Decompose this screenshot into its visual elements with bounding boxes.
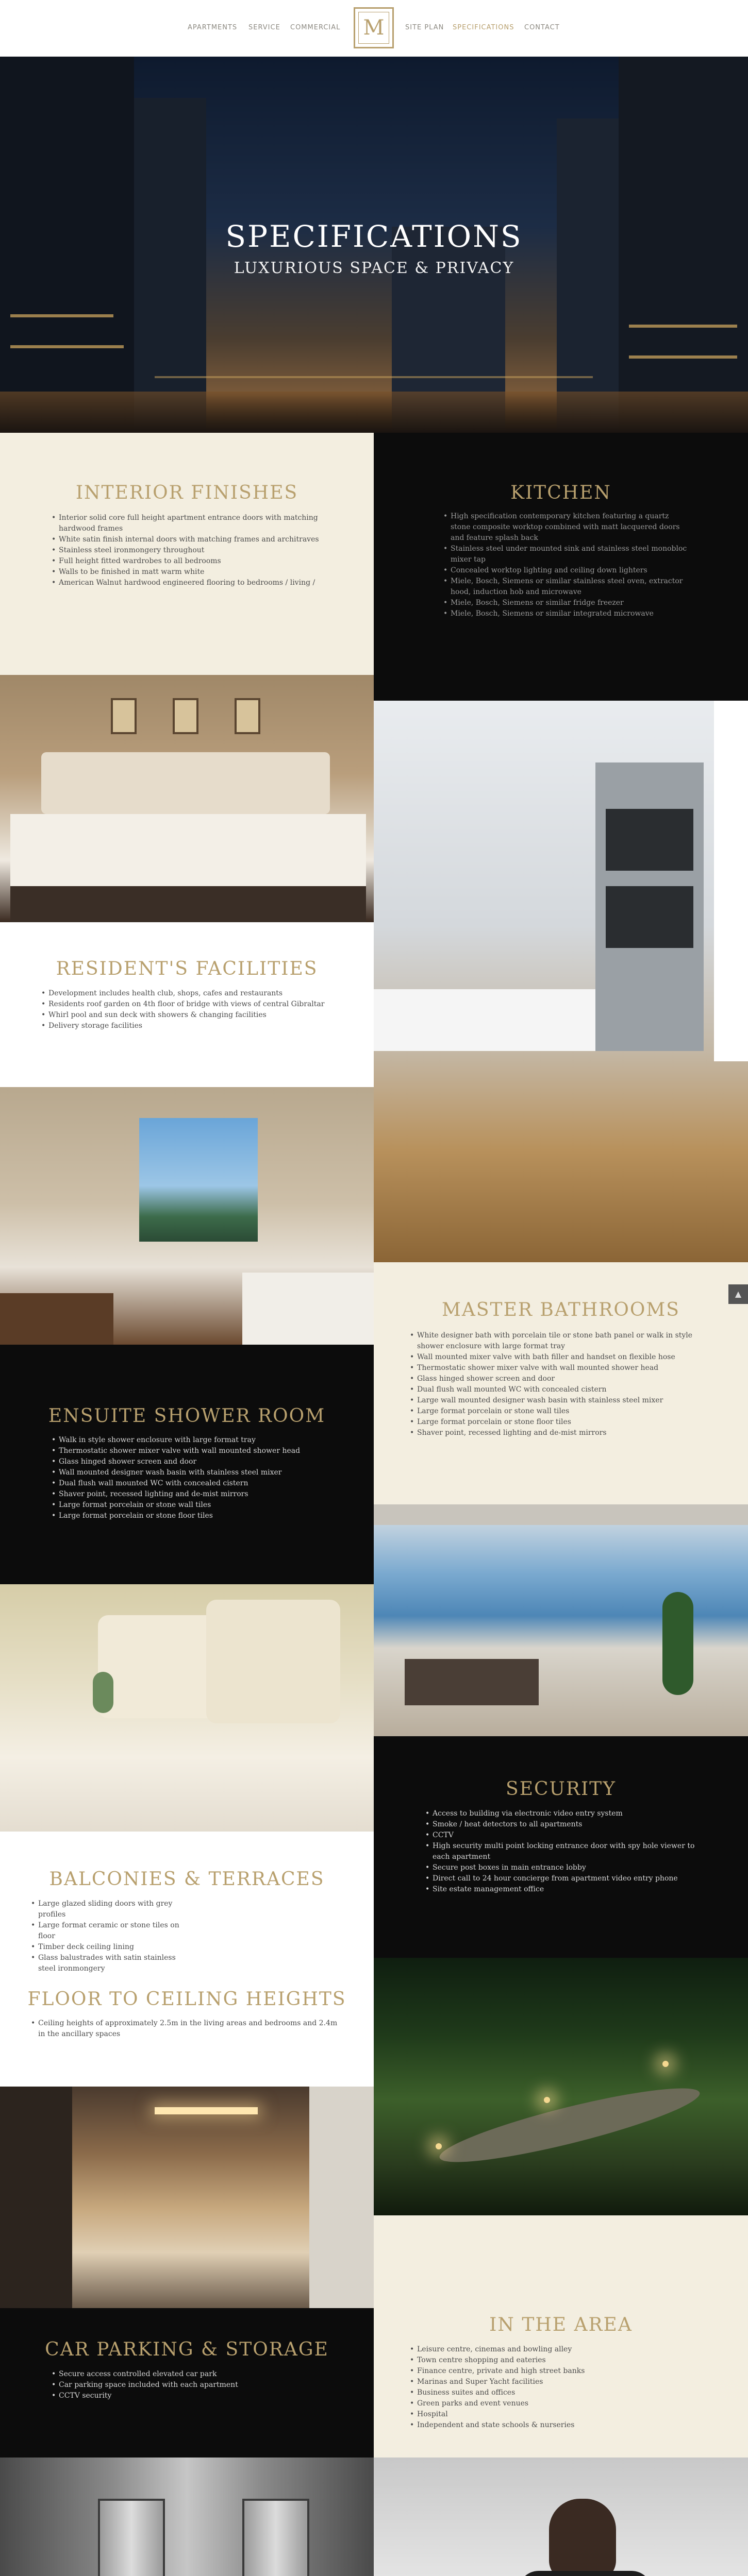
list-item: • Walls to be finished in matt warm white xyxy=(52,567,330,578)
list-item: • High security multi point locking entrance door with spy hole viewer to each apartment xyxy=(425,1841,699,1862)
area-list xyxy=(410,2344,699,2431)
facilities-section xyxy=(0,922,374,1087)
list-item: • Direct call to 24 hour concierge from apartment video entry phone xyxy=(425,1873,699,1884)
list-item: • CCTV xyxy=(425,1830,699,1841)
wall-art xyxy=(235,698,260,734)
kitchen-section xyxy=(374,433,748,701)
list-item: • Shaver point, recessed lighting and de-mist mirrors xyxy=(410,1428,714,1438)
bed-base xyxy=(10,886,366,922)
list-item: • Development includes health club, shops, cafes and restaurants xyxy=(41,988,340,999)
garden-path xyxy=(435,2075,704,2175)
kitchen-list xyxy=(443,511,691,619)
list-item: • Town centre shopping and eateries xyxy=(410,2355,699,2366)
ceiling-heights-list xyxy=(31,2018,345,2040)
hero-lights xyxy=(10,345,124,348)
oven xyxy=(606,809,693,871)
kitchen-photo xyxy=(374,701,748,1262)
bed xyxy=(10,814,366,886)
garden-light xyxy=(436,2143,442,2149)
list-item: • Miele, Bosch, Siemens or similar stainless steel oven, extractor hood, induction hob and microwave xyxy=(443,576,691,598)
list-item: • Glass hinged shower screen and door xyxy=(52,1456,330,1467)
list-item: • Walk in style shower enclosure with large format tray xyxy=(52,1435,330,1446)
logo-letter: M xyxy=(358,12,389,44)
hero-subtitle: LUXURIOUS SPACE & PRIVACY xyxy=(234,259,514,277)
list-item: • Leisure centre, cinemas and bowling alley xyxy=(410,2344,699,2355)
list-item: • Smoke / heat detectors to all apartments xyxy=(425,1819,699,1830)
lift-door xyxy=(98,2499,165,2576)
plant xyxy=(662,1592,693,1695)
scroll-top-button[interactable]: ▲ xyxy=(728,1284,748,1304)
list-item: • Large format porcelain or stone floor tiles xyxy=(52,1511,330,1521)
list-item: • Miele, Bosch, Siemens or similar fridge freezer xyxy=(443,598,691,608)
balconies-list xyxy=(31,1899,186,1974)
list-item: • White designer bath with porcelain tile or stone bath panel or walk in style shower enclosure with large format tray xyxy=(410,1330,714,1352)
area-section xyxy=(374,2215,748,2458)
kitchen-title: KITCHEN xyxy=(510,482,611,503)
list-item: • Secure post boxes in main entrance lobby xyxy=(425,1862,699,1873)
nav-service[interactable]: SERVICE xyxy=(248,24,280,31)
list-item: • Concealed worktop lighting and ceiling down lighters xyxy=(443,565,691,576)
ceiling-heights-title: FLOOR TO CEILING HEIGHTS xyxy=(27,1989,346,2010)
hero-banner xyxy=(0,57,748,433)
parking-title: CAR PARKING & STORAGE xyxy=(45,2339,329,2360)
master-bathrooms-title: MASTER BATHROOMS xyxy=(442,1299,680,1320)
list-item: • Hospital xyxy=(410,2409,699,2420)
list-item: • Interior solid core full height apartment entrance doors with matching hardwood frames xyxy=(52,513,330,534)
balconies-section xyxy=(0,1832,374,2087)
nav-site-plan[interactable]: SITE PLAN xyxy=(405,24,444,31)
living-room-photo xyxy=(374,1504,748,1736)
lobby-wall xyxy=(0,2087,72,2308)
lobby-column xyxy=(309,2087,374,2308)
list-item: • White satin finish internal doors with matching frames and architraves xyxy=(52,534,330,545)
headboard xyxy=(41,752,330,814)
list-item: • Full height fitted wardrobes to all bedrooms xyxy=(52,556,330,567)
list-item: • Site estate management office xyxy=(425,1884,699,1895)
list-item: • Thermostatic shower mixer valve with wall mounted shower head xyxy=(410,1363,714,1374)
facilities-list xyxy=(41,988,340,1031)
site-header xyxy=(0,0,748,57)
person-body xyxy=(518,2571,652,2576)
wall-art xyxy=(111,698,137,734)
pillows-photo xyxy=(0,1584,374,1832)
bed xyxy=(242,1273,374,1345)
interior-finishes-title: INTERIOR FINISHES xyxy=(75,482,298,503)
list-item: • Independent and state schools & nurseries xyxy=(410,2420,699,2431)
parking-section xyxy=(0,2308,374,2458)
list-item: • Large glazed sliding doors with grey profiles xyxy=(31,1899,186,1920)
list-item: • Car parking space included with each apartment xyxy=(52,2380,330,2391)
list-item: • Large format porcelain or stone floor tiles xyxy=(410,1417,714,1428)
counter xyxy=(374,989,595,1051)
list-item: • Delivery storage facilities xyxy=(41,1021,340,1031)
nav-commercial[interactable]: COMMERCIAL xyxy=(290,24,341,31)
garden-photo xyxy=(374,1958,748,2215)
apartment-photo xyxy=(0,1087,374,1345)
interior-finishes-section xyxy=(0,433,374,675)
list-item: • American Walnut hardwood engineered flooring to bedrooms / living / xyxy=(52,578,330,588)
nav-apartments[interactable]: APARTMENTS xyxy=(188,24,238,31)
cabinet xyxy=(714,701,748,1061)
hero-street xyxy=(0,392,748,433)
interior-finishes-list xyxy=(52,513,330,588)
ceiling xyxy=(374,1504,748,1525)
list-item: • Whirl pool and sun deck with showers & changing facilities xyxy=(41,1010,340,1021)
list-item: • Large format porcelain or stone wall tiles xyxy=(410,1406,714,1417)
list-item: • Shaver point, recessed lighting and de-mist mirrors xyxy=(52,1489,330,1500)
plant xyxy=(93,1672,113,1713)
desk xyxy=(0,1293,113,1345)
hero-lights xyxy=(629,355,737,359)
window-view xyxy=(139,1118,258,1242)
list-item: • High specification contemporary kitchen featuring a quartz stone composite worktop combined with matt lacquered doors and feature splash back xyxy=(443,511,691,544)
hero-lights xyxy=(155,376,593,378)
hero-title: SPECIFICATIONS xyxy=(225,219,523,254)
list-item: • CCTV security xyxy=(52,2391,330,2401)
list-item: • Secure access controlled elevated car park xyxy=(52,2369,330,2380)
balconies-title: BALCONIES & TERRACES xyxy=(49,1869,325,1890)
list-item: • Dual flush wall mounted WC with concealed cistern xyxy=(52,1478,330,1489)
security-section xyxy=(374,1736,748,1958)
list-item: • Large wall mounted designer wash basin with stainless steel mixer xyxy=(410,1395,714,1406)
list-item: • Green parks and event venues xyxy=(410,2398,699,2409)
hero-lights xyxy=(629,325,737,328)
ensuite-title: ENSUITE SHOWER ROOM xyxy=(48,1405,326,1427)
master-bathrooms-section xyxy=(374,1262,748,1504)
pillow xyxy=(206,1600,340,1723)
list-item: • Large format ceramic or stone tiles on floor xyxy=(31,1920,186,1942)
list-item: • Timber deck ceiling lining xyxy=(31,1942,186,1953)
garden-light xyxy=(662,2061,669,2067)
list-item: • Glass hinged shower screen and door xyxy=(410,1374,714,1384)
list-item: • Thermostatic shower mixer valve with wall mounted shower head xyxy=(52,1446,330,1456)
list-item: • Marinas and Super Yacht facilities xyxy=(410,2377,699,2387)
list-item: • Stainless steel ironmongery throughout xyxy=(52,545,330,556)
list-item: • Large format porcelain or stone wall tiles xyxy=(52,1500,330,1511)
oven xyxy=(606,886,693,948)
nav-contact[interactable]: CONTACT xyxy=(524,24,560,31)
garden-light xyxy=(544,2097,550,2103)
list-item: • Finance centre, private and high street banks xyxy=(410,2366,699,2377)
lift-door xyxy=(242,2499,309,2576)
facilities-title: RESIDENT'S FACILITIES xyxy=(56,958,318,979)
person-head xyxy=(549,2499,616,2576)
security-list xyxy=(425,1808,699,1895)
bedroom-photo xyxy=(0,675,374,922)
wall-art xyxy=(173,698,198,734)
parking-list xyxy=(52,2369,330,2401)
list-item: • Wall mounted designer wash basin with stainless steel mixer xyxy=(52,1467,330,1478)
ensuite-list xyxy=(52,1435,330,1521)
list-item: • Residents roof garden on 4th floor of bridge with views of central Gibraltar xyxy=(41,999,340,1010)
ensuite-section xyxy=(0,1345,374,1584)
list-item: • Access to building via electronic video entry system xyxy=(425,1808,699,1819)
list-item: • Dual flush wall mounted WC with concealed cistern xyxy=(410,1384,714,1395)
pillow xyxy=(98,1615,222,1718)
hero-lights xyxy=(10,314,113,317)
security-title: SECURITY xyxy=(506,1778,616,1800)
list-item: • Glass balustrades with satin stainless steel ironmongery xyxy=(31,1953,186,1974)
business-photo xyxy=(374,2458,748,2576)
list-item: • Stainless steel under mounted sink and stainless steel monobloc mixer tap xyxy=(443,544,691,565)
list-item: • Ceiling heights of approximately 2.5m in the living areas and bedrooms and 2.4m in the ancillary spaces xyxy=(31,2018,345,2040)
list-item: • Miele, Bosch, Siemens or similar integrated microwave xyxy=(443,608,691,619)
site-logo[interactable] xyxy=(354,7,394,48)
sofa xyxy=(405,1659,539,1705)
lobby-photo xyxy=(0,2087,374,2308)
list-item: • Business suites and offices xyxy=(410,2387,699,2398)
master-bathrooms-list xyxy=(410,1330,714,1438)
lifts-photo xyxy=(0,2458,374,2576)
area-title: IN THE AREA xyxy=(489,2314,633,2335)
ceiling-light xyxy=(155,2107,258,2114)
nav-specifications[interactable]: SPECIFICATIONS xyxy=(453,24,514,31)
list-item: • Wall mounted mixer valve with bath filler and handset on flexible hose xyxy=(410,1352,714,1363)
